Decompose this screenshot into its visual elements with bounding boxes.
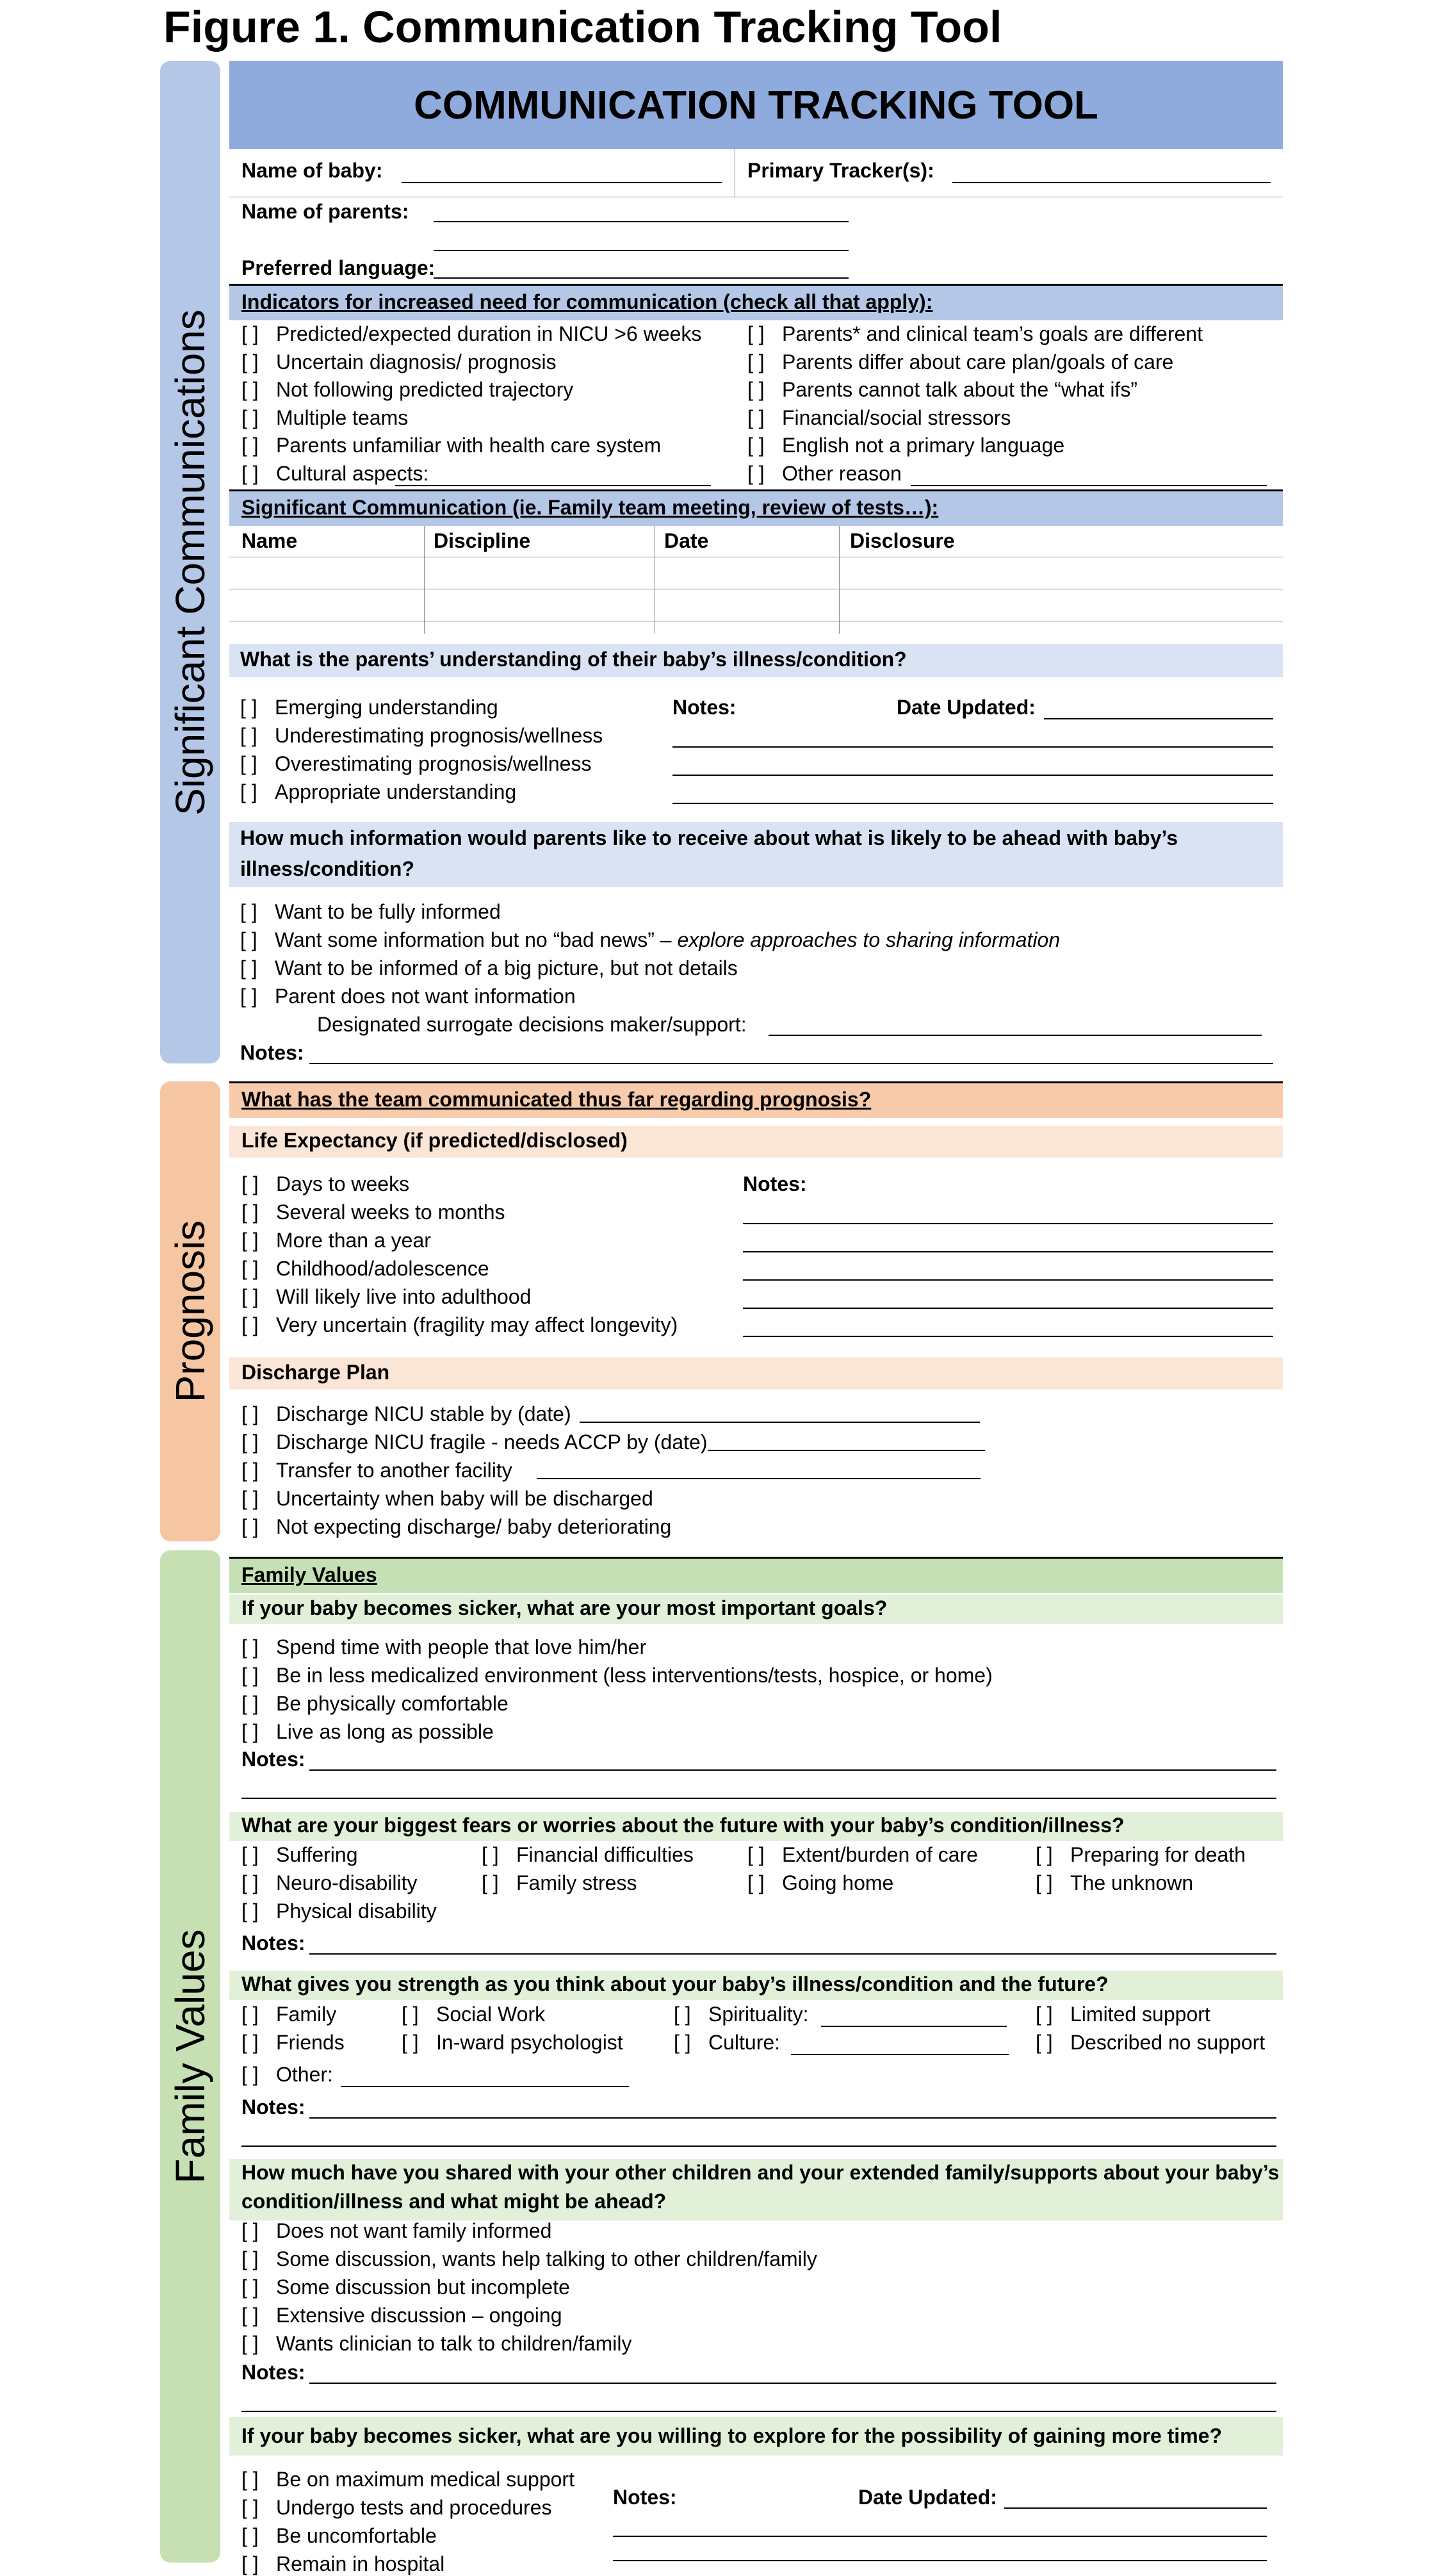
explore-date-field[interactable] [1004,2507,1267,2509]
checkbox[interactable]: [ ] [241,1285,259,1308]
checkbox[interactable]: [ ] [240,724,257,747]
checkbox[interactable]: [ ] [241,2332,259,2355]
option-label: Discharge NICU fragile - needs ACCP by (date) [276,1431,708,1454]
checkbox[interactable]: [ ] [241,2003,259,2026]
option-label: Limited support [1070,2003,1210,2026]
fear-option[interactable] [482,1871,637,1895]
option-label: Family stress [516,1871,637,1894]
understanding-question: What is the parents’ understanding of their baby’s illness/condition? [240,648,907,671]
checkbox[interactable]: [ ] [241,2276,259,2299]
life-expectancy-option[interactable] [241,1285,531,1309]
checkbox[interactable]: [ ] [241,1636,259,1659]
shared-option[interactable] [241,2332,631,2356]
checkbox[interactable]: [ ] [241,461,259,485]
culture-field[interactable] [791,2054,1009,2055]
option-label: Culture: [708,2031,781,2054]
fear-option[interactable] [1036,1871,1193,1895]
option-label: Some discussion, wants help talking to other children/family [276,2247,817,2270]
shared-option[interactable] [241,2304,562,2327]
sidebar-prognosis [160,1081,220,1541]
checkbox[interactable]: [ ] [1036,1843,1053,1866]
option-label: Childhood/adolescence [276,1257,489,1280]
fear-option[interactable] [747,1843,978,1867]
understanding-notes-label: Notes: [672,696,737,719]
surrogate-label: Designated surrogate decisions maker/support: [317,1013,747,1036]
info-option-3[interactable] [240,956,738,980]
shared-notes-line[interactable] [241,2411,1276,2412]
fears-notes-line[interactable] [309,1953,1276,1955]
fear-option[interactable] [482,1843,694,1867]
option-label: Parent does not want information [275,985,576,1008]
indicators-heading: Indicators for increased need for communication (check all that apply): [241,290,933,313]
option-label: Emerging understanding [275,696,498,719]
checkbox[interactable]: [ ] [402,2031,419,2054]
indicator-right-option[interactable] [747,406,1011,430]
explore-date-label: Date Updated: [858,2486,997,2509]
goal-option[interactable] [241,1692,509,1716]
option-label: Be physically comfortable [276,1692,509,1715]
option-italic-note: explore approaches to sharing information [677,928,1061,951]
option-label: Cultural aspects: [276,461,429,485]
checkbox[interactable]: [ ] [241,2304,259,2327]
option-label: Be in less medicalized environment (less interventions/tests, hospice, or home) [276,1664,993,1687]
strength-option[interactable] [402,2003,545,2026]
option-label: Described no support [1070,2031,1266,2054]
strength-option[interactable] [674,2031,780,2055]
tool-title: COMMUNICATION TRACKING TOOL [229,61,1283,149]
information-notes-line[interactable] [309,1063,1273,1064]
col-discipline: Discipline [434,529,531,552]
prognosis-notes-line[interactable] [743,1308,1273,1309]
option-label: More than a year [276,1229,431,1252]
table-col-line [839,526,840,634]
sidebar-family-values [160,1550,220,2563]
indicator-right-option[interactable] [747,378,1137,402]
fear-option[interactable] [241,1871,418,1895]
discharge-heading: Discharge Plan [241,1361,390,1384]
option-label: Physical disability [276,1899,437,1923]
checkbox[interactable]: [ ] [241,1692,259,1715]
option-label: Remain in hospital [276,2552,445,2575]
life-expectancy-option[interactable] [241,1313,678,1337]
checkbox[interactable]: [ ] [241,350,259,373]
checkbox[interactable]: [ ] [241,1201,259,1224]
checkbox[interactable]: [ ] [241,2031,259,2054]
option-label: Neuro-disability [276,1871,418,1894]
checkbox[interactable]: [ ] [241,2468,259,2491]
checkbox[interactable]: [ ] [482,1843,499,1866]
cultural-aspects-field[interactable] [395,485,711,486]
checkbox[interactable]: [ ] [240,900,257,923]
strength-option[interactable] [674,2003,809,2026]
option-label: The unknown [1070,1871,1194,1894]
preferred-language-field[interactable] [434,277,849,279]
goal-option[interactable] [241,1636,646,1659]
goals-notes-line[interactable] [241,1798,1276,1799]
option-label: Not following predicted trajectory [276,378,574,401]
checkbox[interactable]: [ ] [240,928,257,951]
understanding-option[interactable] [240,780,516,804]
checkbox[interactable]: [ ] [241,406,259,429]
option-label: Extent/burden of care [782,1843,978,1866]
goal-option[interactable] [241,1720,494,1744]
fear-option[interactable] [241,1899,437,1923]
life-expectancy-heading: Life Expectancy (if predicted/disclosed) [241,1129,628,1152]
option-label: Friends [276,2031,345,2054]
col-disclosure: Disclosure [850,529,955,552]
goals-notes-line[interactable] [309,1769,1276,1771]
goal-option[interactable] [241,1664,993,1687]
primary-tracker-label: Primary Tracker(s): [747,159,934,182]
indicator-right-option[interactable] [747,434,1064,457]
strength-notes-line[interactable] [241,2145,1276,2147]
table-col-line [424,526,425,634]
option-label: Want to be fully informed [275,900,501,923]
checkbox[interactable]: [ ] [747,1843,765,1866]
life-expectancy-option[interactable] [241,1257,489,1281]
option-label: Several weeks to months [276,1201,505,1224]
understanding-date-field[interactable] [1044,718,1273,719]
checkbox[interactable]: [ ] [241,1871,259,1894]
option-label: Parents cannot talk about the “what ifs” [782,378,1137,401]
option-label: Days to weeks [276,1172,410,1195]
option-label: Extensive discussion – ongoing [276,2304,562,2327]
other-strength-field[interactable] [341,2086,629,2087]
option-label: Want some information but no “bad news” – [275,928,678,951]
information-question-line2: illness/condition? [240,857,415,880]
discharge-option[interactable] [241,1515,671,1539]
option-label: Parents differ about care plan/goals of care [782,350,1174,373]
option-label: Wants clinician to talk to children/family [276,2332,632,2355]
prognosis-notes-line[interactable] [743,1279,1273,1281]
explore-notes-line[interactable] [613,2560,1267,2561]
sidebar-prognosis-label: Prognosis [167,1220,213,1403]
checkbox[interactable]: [ ] [241,1459,259,1482]
shared-option[interactable] [241,2247,817,2271]
checkbox[interactable]: [ ] [241,1229,259,1252]
option-label: Be uncomfortable [276,2524,437,2547]
explore-option[interactable] [241,2552,444,2576]
checkbox[interactable]: [ ] [241,2524,259,2547]
spirituality-field[interactable] [821,2026,1007,2027]
understanding-notes-line[interactable] [672,803,1273,804]
option-label: Social Work [436,2003,546,2026]
checkbox[interactable]: [ ] [674,2003,691,2026]
option-label: Financial difficulties [516,1843,694,1866]
indicator-left-option[interactable] [241,406,408,430]
info-option-1[interactable] [240,900,501,924]
strength-question: What gives you strength as you think about your baby’s illness/condition and the future? [241,1973,1109,1996]
indicator-left-option[interactable] [241,350,557,374]
checkbox[interactable]: [ ] [241,1172,259,1195]
indicator-right-option[interactable] [747,350,1173,374]
checkbox[interactable]: [ ] [1036,2003,1053,2026]
name-of-parents-label: Name of parents: [241,200,409,223]
option-label: Multiple teams [276,406,409,429]
discharge-option[interactable] [241,1459,512,1482]
understanding-date-label: Date Updated: [897,696,1036,719]
prognosis-heading: What has the team communicated thus far regarding prognosis? [241,1088,872,1111]
option-label: Appropriate understanding [275,780,517,803]
checkbox[interactable]: [ ] [241,1257,259,1280]
explore-option[interactable] [241,2496,551,2520]
sidebar-significant-label: Significant Communications [167,309,213,816]
sidebar-significant [160,61,220,1063]
strength-option[interactable] [402,2031,623,2055]
info-option-2[interactable] [240,928,1060,952]
option-label: Will likely live into adulthood [276,1285,532,1308]
checkbox[interactable]: [ ] [241,1487,259,1510]
col-name: Name [241,529,298,552]
understanding-option[interactable] [240,724,603,748]
checkbox[interactable]: [ ] [747,378,765,401]
name-of-baby-field[interactable] [402,182,722,183]
indicator-right-option[interactable] [747,322,1203,346]
strength-option[interactable] [241,2003,336,2026]
family-heading: Family Values [241,1563,377,1586]
name-of-parents-field-2[interactable] [434,250,849,251]
indicator-right-option[interactable] [747,462,902,486]
understanding-notes-line[interactable] [672,746,1273,748]
strength-notes-line[interactable] [309,2117,1276,2119]
checkbox[interactable]: [ ] [241,378,259,401]
option-label: Transfer to another facility [276,1459,512,1482]
option-label: Live as long as possible [276,1720,494,1743]
checkbox[interactable]: [ ] [240,780,257,803]
goals-notes-label: Notes: [241,1748,305,1771]
prognosis-notes-label: Notes: [743,1172,807,1195]
transfer-facility-field[interactable] [537,1478,981,1479]
life-expectancy-option[interactable] [241,1229,431,1252]
discharge-stable-date-field[interactable] [580,1422,980,1423]
prognosis-notes-line[interactable] [743,1223,1273,1224]
option-label: Discharge NICU stable by (date) [276,1402,571,1425]
information-question-line1: How much information would parents like to receive about what is likely to be ahead with baby’s [240,826,1178,849]
option-label: Going home [782,1871,894,1894]
shared-notes-label: Notes: [241,2361,305,2384]
life-expectancy-option[interactable] [241,1201,505,1224]
name-of-parents-field-1[interactable] [434,221,849,222]
option-label: Preparing for death [1070,1843,1246,1866]
option-label: Suffering [276,1843,358,1866]
option-label: Underestimating prognosis/wellness [275,724,603,747]
preferred-language-label: Preferred language: [241,256,436,279]
checkbox[interactable]: [ ] [241,1843,259,1866]
checkbox[interactable]: [ ] [240,752,257,775]
fears-question: What are your biggest fears or worries about the future with your baby’s condition/illness? [241,1814,1125,1837]
fear-option[interactable] [1036,1843,1246,1867]
shared-option[interactable] [241,2276,570,2299]
information-notes-label: Notes: [240,1041,304,1064]
sig-comm-heading: Significant Communication (ie. Family team meeting, review of tests…): [241,496,939,519]
checkbox[interactable]: [ ] [240,985,257,1008]
checkbox[interactable]: [ ] [241,434,259,457]
option-label: Other reason [782,461,902,485]
explore-question: If your baby becomes sicker, what are you willing to explore for the possibility of gaining more time? [241,2424,1222,2447]
shared-notes-line[interactable] [309,2383,1276,2384]
strength-notes-label: Notes: [241,2096,305,2119]
explore-option[interactable] [241,2524,437,2548]
indicator-left-option[interactable] [241,434,661,457]
discharge-option[interactable] [241,1431,707,1454]
explore-notes-label: Notes: [613,2486,677,2509]
checkbox[interactable]: [ ] [482,1871,499,1894]
checkbox[interactable]: [ ] [402,2003,419,2026]
checkbox[interactable]: [ ] [241,1515,259,1538]
option-label: Overestimating prognosis/wellness [275,752,592,775]
option-label: Does not want family informed [276,2219,552,2242]
checkbox[interactable]: [ ] [241,322,259,345]
checkbox[interactable]: [ ] [241,2496,259,2519]
checkbox[interactable]: [ ] [747,1871,765,1894]
strength-option[interactable] [241,2063,333,2087]
checkbox[interactable]: [ ] [241,1431,259,1454]
checkbox[interactable]: [ ] [747,350,765,373]
checkbox[interactable]: [ ] [1036,1871,1053,1894]
checkbox[interactable]: [ ] [241,2247,259,2270]
option-label: Want to be informed of a big picture, but not details [275,956,738,980]
understanding-option[interactable] [240,752,591,776]
option-label: English not a primary language [782,434,1065,457]
shared-question-line1: How much have you shared with your other children and your extended family/supports about your baby’s [241,2161,1280,2184]
primary-tracker-field[interactable] [952,182,1271,183]
option-label: Spirituality: [708,2003,809,2026]
option-label: Some discussion but incomplete [276,2276,570,2299]
option-label: Not expecting discharge/ baby deteriorating [276,1515,672,1538]
option-label: Predicted/expected duration in NICU >6 weeks [276,322,702,345]
checkbox[interactable]: [ ] [747,322,765,345]
checkbox[interactable]: [ ] [241,1313,259,1336]
option-label: Other: [276,2063,333,2086]
info-option-4[interactable] [240,985,576,1008]
strength-option[interactable] [1036,2003,1210,2026]
indicator-left-option[interactable] [241,322,701,346]
checkbox[interactable]: [ ] [747,406,765,429]
explore-option[interactable] [241,2468,574,2491]
indicator-left-option[interactable] [241,462,428,486]
option-label: In-ward psychologist [436,2031,623,2054]
checkbox[interactable]: [ ] [240,696,257,719]
strength-option[interactable] [1036,2031,1265,2055]
fears-notes-label: Notes: [241,1932,305,1955]
checkbox[interactable]: [ ] [240,956,257,980]
checkbox[interactable]: [ ] [241,1899,259,1923]
surrogate-field[interactable] [769,1035,1262,1036]
goals-question: If your baby becomes sicker, what are your most important goals? [241,1596,888,1620]
checkbox[interactable]: [ ] [1036,2031,1053,2054]
discharge-option[interactable] [241,1487,653,1511]
prognosis-notes-line[interactable] [743,1251,1273,1252]
checkbox[interactable]: [ ] [241,1402,259,1425]
fear-option[interactable] [241,1843,358,1867]
understanding-notes-line[interactable] [672,775,1273,776]
sidebar-family-label: Family Values [167,1929,213,2184]
fear-option[interactable] [747,1871,893,1895]
life-expectancy-option[interactable] [241,1172,409,1196]
checkbox[interactable]: [ ] [747,434,765,457]
name-of-baby-label: Name of baby: [241,159,383,182]
family-band [229,1559,1283,1593]
option-label: Very uncertain (fragility may affect longevity) [276,1313,678,1336]
option-label: Family [276,2003,337,2026]
prognosis-notes-line[interactable] [743,1336,1273,1337]
option-label: Financial/social stressors [782,406,1011,429]
indicator-left-option[interactable] [241,378,573,402]
checkbox[interactable]: [ ] [241,1664,259,1687]
option-label: Spend time with people that love him/her [276,1636,647,1659]
checkbox[interactable]: [ ] [241,2552,259,2575]
checkbox[interactable]: [ ] [241,2063,259,2086]
option-label: Parents* and clinical team’s goals are different [782,322,1203,345]
explore-notes-line[interactable] [613,2536,1267,2537]
other-reason-field[interactable] [911,485,1267,486]
understanding-option[interactable] [240,696,498,719]
checkbox[interactable]: [ ] [674,2031,691,2054]
option-label: Parents unfamiliar with health care system [276,434,662,457]
checkbox[interactable]: [ ] [241,2219,259,2242]
figure-title: Figure 1. Communication Tracking Tool [163,2,1002,52]
checkbox[interactable]: [ ] [747,461,765,485]
option-label: Uncertainty when baby will be discharged [276,1487,653,1510]
checkbox[interactable]: [ ] [241,1720,259,1743]
shared-option[interactable] [241,2219,551,2243]
discharge-fragile-date-field[interactable] [708,1450,985,1451]
option-label: Uncertain diagnosis/ prognosis [276,350,557,373]
discharge-option[interactable] [241,1402,571,1426]
shared-question-line2: condition/illness and what might be ahead? [241,2190,667,2213]
option-label: Undergo tests and procedures [276,2496,552,2519]
strength-option[interactable] [241,2031,345,2055]
option-label: Be on maximum medical support [276,2468,574,2491]
col-date: Date [664,529,709,552]
